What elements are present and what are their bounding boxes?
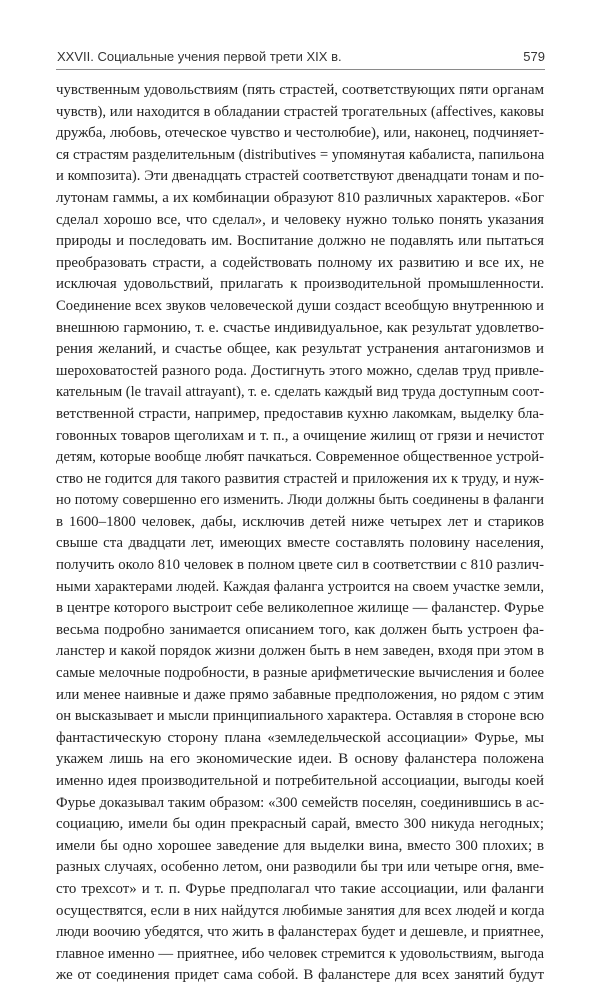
text-line: весьма подробно занимается описанием того, как должен быть устроен фа- xyxy=(56,621,544,638)
text-line: шероховатостей разного рода. Достигнуть этого можно, сделав труд привле- xyxy=(56,362,544,379)
text-line: дружба, любовь, отеческое чувство и честолюбие), или, наконец, подчиняет- xyxy=(56,125,544,142)
text-line: в центре которого выстроит себе великолепное жилище — фаланстер. Фурье xyxy=(56,600,544,617)
text-line: детям, которые вообще любят пачкаться. Современное общественное устрой- xyxy=(56,449,544,466)
text-line: же от соединения придет сама собой. В фаланстере для всех занятий будут xyxy=(56,967,544,984)
text-line: разных случаях, особенно летом, они разводили бы три или четыре огня, вме- xyxy=(56,859,544,876)
text-line: чувственным удовольствиям (пять страстей, соответствующих пяти органам xyxy=(56,82,544,98)
text-line: преобразовать страсти, а содействовать полному их развитию и все их, не xyxy=(56,254,544,271)
text-line: люди воочию убедятся, что жить в фаланстерах будет и дешевле, и приятнее, xyxy=(56,924,544,941)
text-line: чувств), или находится в обладании страстей трогательных (affectives, каковы xyxy=(56,103,544,120)
text-line: сделал хорошо все, что сделал», и человеку нужно только понять указания xyxy=(56,211,544,228)
text-line: говонных товаров щеголихам и т. п., а очищение жилищ от грязи и нечистот xyxy=(56,427,544,444)
page-number: 579 xyxy=(523,49,545,64)
text-line: лутонам гаммы, а их комбинации образуют 810 различных характеров. «Бог xyxy=(56,189,544,206)
text-line: ся страстям разделительным (distributives = упомянутая кабалиста, папильона xyxy=(56,146,544,163)
text-line: рения желаний, и счастье общее, как результат устранения антагонизмов и xyxy=(56,341,544,358)
text-line: фантастическую сторону плана «земледельческой ассоциации» Фурье, мы xyxy=(56,729,544,746)
text-line: исключая удовольствий, прилагать к производительной промышленности. xyxy=(56,276,544,293)
text-line: получить около 810 человек в полном цвете сил в соответствии с 810 различ- xyxy=(56,557,544,574)
text-line: но потому совершенно его изменить. Люди должны быть соединены в фаланги xyxy=(56,492,544,509)
text-line: ветственной страсти, например, предоставив кухню лакомкам, выделку бла- xyxy=(56,405,544,422)
text-line: именно идея производительной и потребительной ассоциации, выгоды коей xyxy=(56,773,544,789)
text-line: самые мелочные подробности, в разные арифметические вычисления и более xyxy=(56,665,544,682)
text-line: сто трехсот» и т. п. Фурье предполагал что такие ассоциации, или фаланги xyxy=(56,880,544,897)
text-line: кательным (le travail attrayant), т. е. сделать каждый вид труда доступным соот- xyxy=(56,384,544,401)
text-line: в 1600–1800 человек, дабы, исключив детей ниже четырех лет и стариков xyxy=(56,513,544,530)
text-line: он высказывает и мысли принципиального характера. Оставляя в стороне всю xyxy=(56,708,544,725)
text-line: ство не годится для такого развития страстей и приложения их к труду, и нуж- xyxy=(56,470,544,487)
text-line: ными характерами людей. Каждая фаланга устроится на своем участке земли, xyxy=(56,578,544,595)
text-line: свыше ста двадцати лет, имеющих вместе составлять половину населения, xyxy=(56,535,544,552)
text-line: укажем лишь на его экономические идеи. В основу фаланстера положена xyxy=(56,751,544,768)
text-line: природы и последовать им. Воспитание должно не подавлять или пытаться xyxy=(56,233,544,250)
body-text xyxy=(56,80,544,987)
text-line: и композита). Эти двенадцать страстей соответствуют двенадцати тонам и по- xyxy=(56,168,544,185)
text-line: имели бы одно хорошее заведение для выделки вина, вместо 300 плохих; в xyxy=(56,837,544,854)
text-line: ланстер и какой порядок жизни должен быть в нем заведен, входя при этом в xyxy=(56,643,544,660)
header-rule xyxy=(56,69,545,70)
text-line: Соединение всех звуков человеческой души создаст всеобщую внутреннюю и xyxy=(56,297,544,314)
text-line: или менее наивные и даже прямо забавные предположения, но рядом с этим xyxy=(56,686,544,703)
text-line: социацию, имели бы один прекрасный сарай, вместо 300 никуда негодных; xyxy=(56,816,544,833)
running-title: XXVII. Социальные учения первой трети XIX в. xyxy=(57,49,342,64)
text-line: внешнюю гармонию, т. е. счастье индивидуальное, как результат удовлетво- xyxy=(56,319,544,336)
text-line: главное именно — приятнее, ибо человек стремится к удовольствиям, выгода xyxy=(56,945,544,962)
text-line: Фурье доказывал таким образом: «300 семейств поселян, соединившись в ас- xyxy=(56,794,544,811)
text-line: осуществятся, если в них найдутся любимые занятия для всех людей и когда xyxy=(56,902,544,919)
